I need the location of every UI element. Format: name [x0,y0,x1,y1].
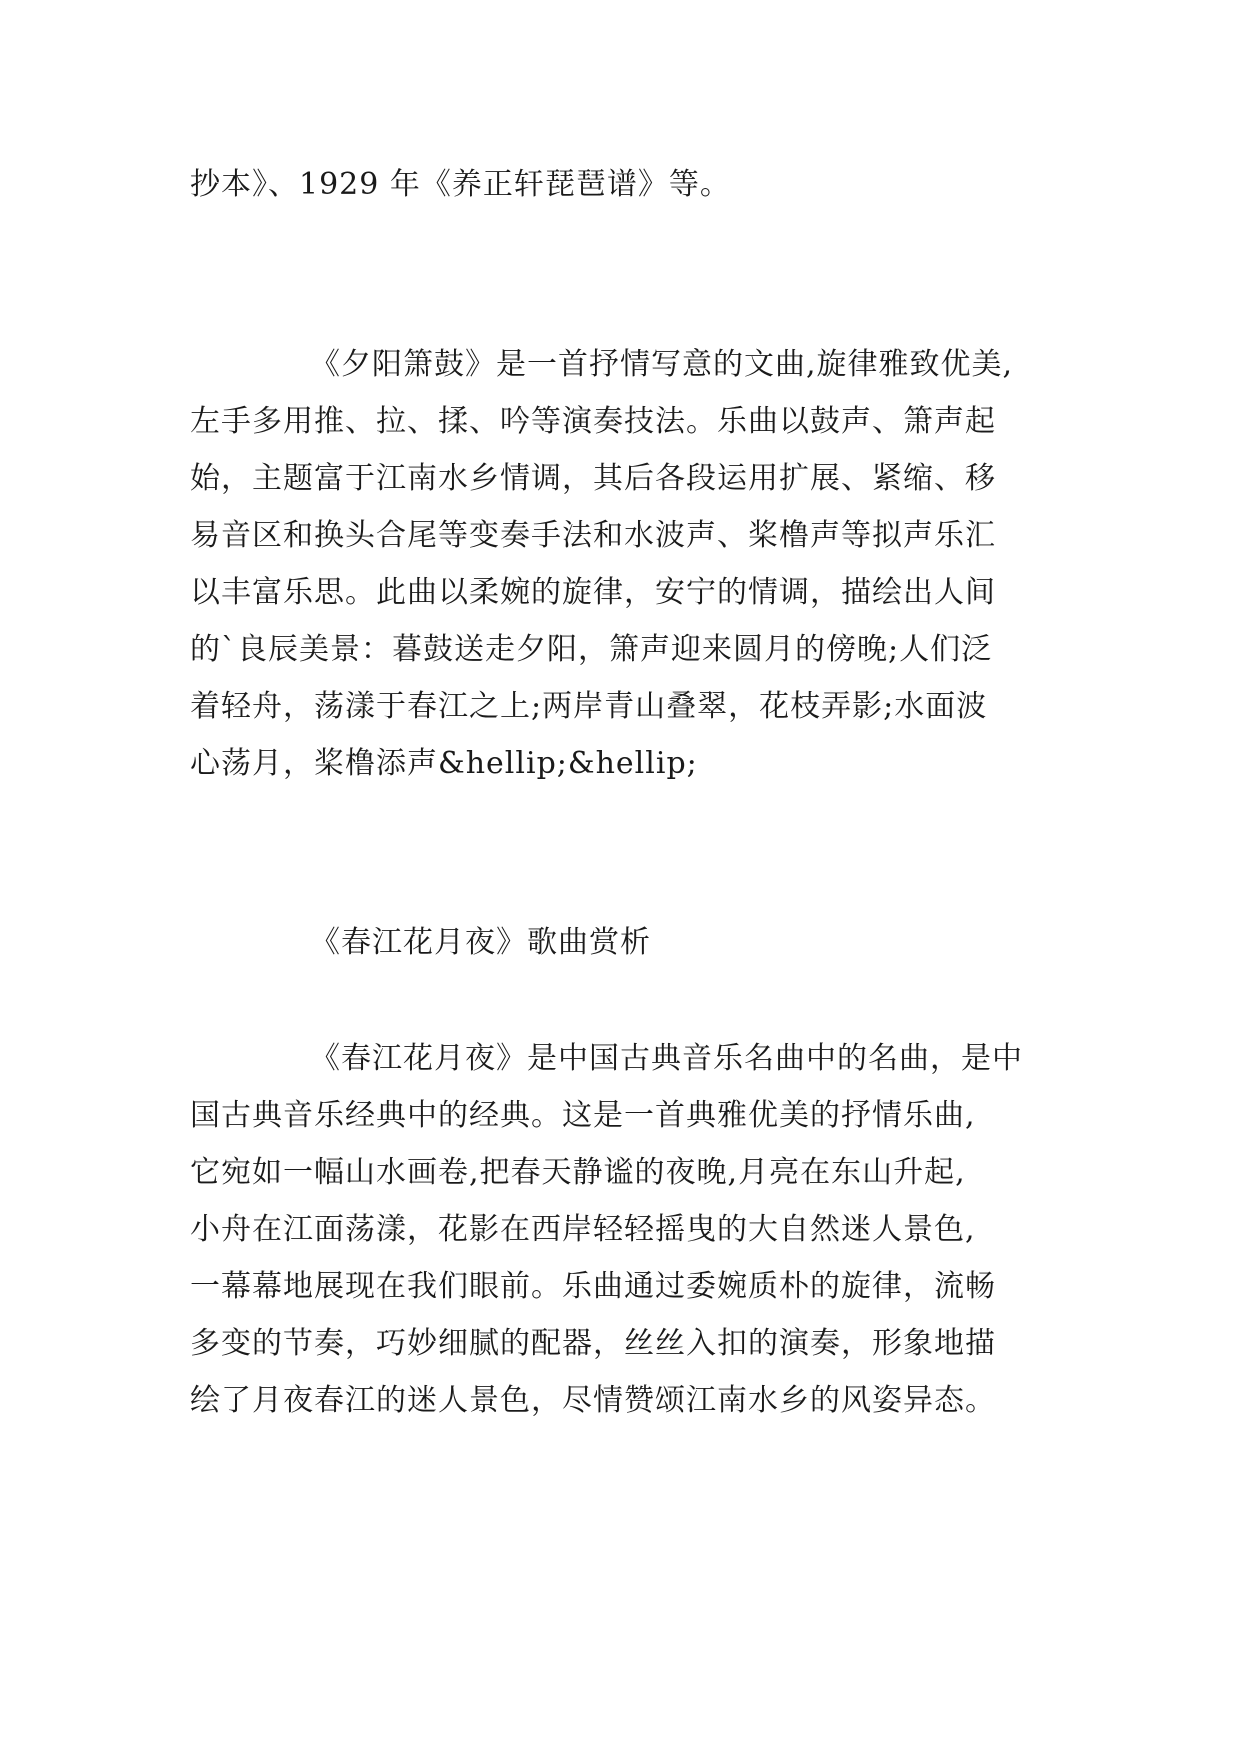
paragraph-line: 抄本》、1929 年《养正轩琵琶谱》等。 [190,167,731,202]
paragraph-continuation [190,156,1070,213]
paragraph-line: 以丰富乐思。此曲以柔婉的旋律，安宁的情调，描绘出人间 [190,575,996,610]
paragraph-chunjiang-huayueye [190,1030,1070,1429]
paragraph-line: 《夕阳箫鼓》是一首抒情写意的文曲,旋律雅致优美, [310,347,1014,382]
heading-text: 《春江花月夜》歌曲赏析 [310,925,651,960]
paragraph-xiyang-xiaogu [190,336,1070,792]
paragraph-line: 心荡月，桨橹添声&hellip;&hellip; [190,746,698,781]
paragraph-line: 国古典音乐经典中的经典。这是一首典雅优美的抒情乐曲, [190,1098,976,1133]
paragraph-line: 《春江花月夜》是中国古典音乐名曲中的名曲，是中 [310,1041,1023,1076]
paragraph-line: 着轻舟，荡漾于春江之上;两岸青山叠翠，花枝弄影;水面波 [190,689,988,724]
paragraph-line: 绘了月夜春江的迷人景色，尽情赞颂江南水乡的风姿异态。 [190,1383,996,1418]
paragraph-line: 一幕幕地展现在我们眼前。乐曲通过委婉质朴的旋律，流畅 [190,1269,996,1304]
paragraph-line: 它宛如一幅山水画卷,把春天静谧的夜晚,月亮在东山升起, [190,1155,966,1190]
paragraph-line: 易音区和换头合尾等变奏手法和水波声、桨橹声等拟声乐汇 [190,518,996,553]
paragraph-line: 多变的节奏，巧妙细腻的配器，丝丝入扣的演奏，形象地描 [190,1326,996,1361]
section-heading [190,914,1070,971]
paragraph-line: 的`良辰美景：暮鼓送走夕阳，箫声迎来圆月的傍晚;人们泛 [190,632,993,667]
paragraph-line: 小舟在江面荡漾，花影在西岸轻轻摇曳的大自然迷人景色, [190,1212,976,1247]
paragraph-line: 左手多用推、拉、揉、吟等演奏技法。乐曲以鼓声、箫声起 [190,404,996,439]
paragraph-line: 始，主题富于江南水乡情调，其后各段运用扩展、紧缩、移 [190,461,996,496]
